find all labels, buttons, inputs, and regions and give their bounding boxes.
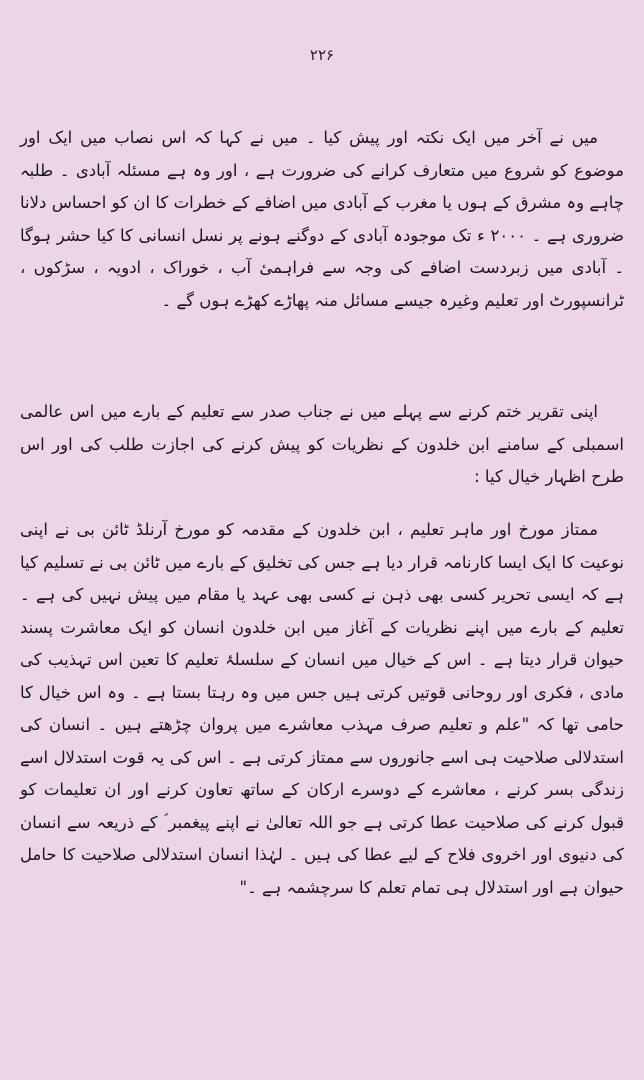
paragraph-text: اپنی تقریر ختم کرنے سے پہلے میں نے جناب صدر سے تعلیم کے بارے میں اس عالمی اسمبلی کے سامنے ابن خلدون کے نظریات کو پیش کرنے کی اجازت طلب کی اور اس طرح اظہار خیال کیا : — [20, 402, 624, 486]
paragraph-ibn-khaldun — [20, 514, 624, 904]
page-number: ۲۲۶ — [309, 46, 335, 64]
paragraph-text: ممتاز مورخ اور ماہر تعلیم ، ابن خلدون کے مقدمہ کو مورخ آرنلڈ ٹائن بی نے اپنی نوعیت کا ایک ایسا کارنامہ قرار دیا ہے جس کی تخلیق کے بارے میں ٹائن بی نے تسلیم کیا ہے کہ ایسی تحریر کسی بھی ذہن نے کسی بھی عہد یا مقام میں پیش نہیں کی ہے ۔ تعلیم کے بارے میں اپنے نظریات کے آغاز میں ابن خلدون انسان کو ایک معاشرت پسند حیوان قرار دیتا ہے ۔ اس کے خیال میں انسان کے سلسلۂ تعلیم کا تعین اس تہذیب کی مادی ، فکری اور روحانی قوتیں کرتی ہیں جس میں وہ رہتا بستا ہے ۔ وہ اس خیال کا حامی تھا کہ "علم و تعلیم صرف مہذب معاشرے میں پروان چڑھتے ہیں ۔ انسان کی استدلالی صلاحیت ہی اسے جانوروں سے ممتاز کرتی ہے ۔ اس کی یہ قوت استدلال اسے زندگی بسر کرنے ، معاشرے کے دوسرے ارکان کے ساتھ تعاون کرنے اور ان تعلیمات کو قبول کرنے کی صلاحیت عطا کرتی ہے جو اللہ تعالیٰ نے اپنے پیغمبر ؐ کے ذریعہ سے انسان کی دنیوی اور اخروی فلاح کے لیے عطا کی ہیں ۔ لہٰذا انسان استدلالی صلاحیت کا حامل حیوان ہے اور استدلال ہی تمام تعلم کا سرچشمہ ہے ۔" — [20, 520, 624, 897]
paragraph-speech-conclusion — [20, 396, 624, 494]
paragraph-text: میں نے آخر میں ایک نکتہ اور پیش کیا ۔ میں نے کہا کہ اس نصاب میں ایک اور موضوع کو شروع میں متعارف کرانے کی ضرورت ہے ، اور وہ ہے مسئلہ آبادی ۔ طلبہ چاہے وہ مشرق کے ہوں یا مغرب کے آبادی میں اضافے کے خطرات کا ان کو احساس دلانا ضروری ہے ۔ ۲۰۰۰ ء تک موجودہ آبادی کے دوگنے ہونے پر نسل انسانی کا کیا حشر ہوگا ۔ آبادی میں زبردست اضافے کی وجہ سے فراہمیٔ آب ، خوراک ، ادویہ ، سڑکوں ، ٹرانسپورٹ اور تعلیم وغیرہ جیسے مسائل منہ پھاڑے کھڑے ہوں گے ۔ — [20, 128, 624, 310]
paragraph-population-issue — [20, 122, 624, 317]
